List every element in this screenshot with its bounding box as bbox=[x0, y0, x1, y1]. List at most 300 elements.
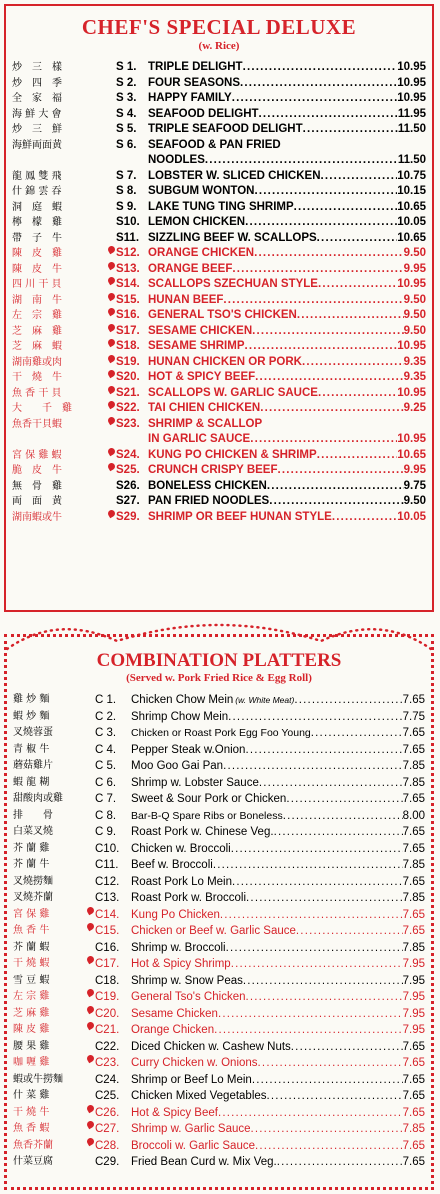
item-price: 7.65 bbox=[402, 826, 425, 838]
chinese-name: 蝦 龍 糊 bbox=[13, 776, 50, 788]
chinese-name: 炒 三 樣 bbox=[12, 62, 62, 73]
item-number: C23. bbox=[95, 1057, 120, 1069]
dot-leader bbox=[254, 184, 397, 200]
chili-pepper-icon bbox=[86, 1054, 96, 1064]
item-name: Shrimp w. Snow Peas bbox=[131, 974, 243, 987]
chinese-name: 叉燒芥蘭 bbox=[13, 892, 53, 903]
item-number: S26. bbox=[116, 479, 140, 492]
item-number: S19. bbox=[116, 355, 140, 368]
item-price: 7.95 bbox=[402, 974, 425, 987]
item-number: S 4. bbox=[116, 107, 137, 120]
item-price: 7.85 bbox=[402, 760, 425, 772]
item-name: HUNAN BEEF bbox=[148, 293, 224, 306]
chinese-name: 魚香芥蘭 bbox=[13, 1139, 53, 1151]
item-number: S 9. bbox=[116, 200, 137, 213]
item-number: C 9. bbox=[95, 826, 117, 838]
dot-leader bbox=[269, 494, 403, 510]
menu-item-row bbox=[13, 1039, 425, 1056]
item-price: 7.65 bbox=[402, 842, 425, 855]
menu-item-row bbox=[13, 1105, 425, 1122]
dot-leader bbox=[274, 824, 403, 841]
item-number: C13. bbox=[95, 892, 120, 904]
chinese-name: 什 菜 雞 bbox=[13, 1090, 50, 1101]
dot-leader bbox=[303, 122, 398, 138]
dot-leader bbox=[213, 857, 403, 874]
chili-pepper-icon bbox=[107, 369, 117, 379]
item-name: Shrimp w. Broccoli bbox=[131, 941, 226, 954]
menu-item-row bbox=[13, 874, 425, 891]
chinese-name: 大 千 雞 bbox=[12, 403, 72, 414]
chinese-name: 甜酸肉或雞 bbox=[13, 793, 63, 804]
chili-pepper-icon bbox=[86, 905, 96, 915]
item-price: 7.85 bbox=[402, 941, 425, 954]
item-name: CRUNCH CRISPY BEEF bbox=[148, 464, 278, 476]
dot-leader bbox=[332, 510, 397, 526]
item-number: S27. bbox=[116, 495, 140, 507]
chinese-name: 四 川 干 貝 bbox=[12, 279, 62, 290]
chinese-name: 芝 麻 蝦 bbox=[12, 341, 62, 352]
dot-leader bbox=[220, 907, 403, 924]
item-name: Orange Chicken bbox=[131, 1024, 215, 1036]
item-price: 9.35 bbox=[403, 371, 426, 383]
item-name: Roast Pork w. Chinese Veg. bbox=[131, 826, 274, 838]
chili-pepper-icon bbox=[86, 1120, 96, 1130]
menu-item-row bbox=[13, 1022, 425, 1039]
dot-leader bbox=[223, 293, 403, 309]
item-number: C 1. bbox=[95, 694, 117, 706]
item-name: SEAFOOD DELIGHT bbox=[148, 107, 259, 120]
item-name: HOT & SPICY BEEF bbox=[148, 371, 256, 383]
menu-item-row bbox=[13, 1138, 425, 1155]
item-number: C 6. bbox=[95, 776, 117, 789]
item-name: ORANGE CHICKEN bbox=[148, 247, 255, 259]
item-name: Diced Chicken w. Cashew Nuts bbox=[131, 1040, 291, 1053]
item-number: C24. bbox=[95, 1073, 120, 1086]
item-price: 10.75 bbox=[397, 169, 426, 182]
chili-pepper-icon bbox=[107, 446, 117, 456]
item-name: SUBGUM WONTON bbox=[148, 185, 255, 197]
item-price: 9.50 bbox=[403, 293, 426, 306]
item-name: Pepper Steak w.Onion bbox=[131, 743, 246, 756]
menu-item-row bbox=[13, 1088, 425, 1105]
item-price: 9.50 bbox=[403, 309, 426, 321]
chinese-name: 両 面 黄 bbox=[12, 496, 62, 507]
chinese-name: 咖 喱 雞 bbox=[13, 1057, 50, 1068]
menu-item-row bbox=[12, 277, 426, 293]
item-number: C10. bbox=[95, 842, 120, 855]
menu-item-row bbox=[13, 940, 425, 957]
menu-list bbox=[13, 692, 425, 1171]
chili-pepper-icon bbox=[86, 1136, 96, 1146]
menu-item-row bbox=[12, 107, 426, 123]
item-price: 10.95 bbox=[397, 61, 426, 73]
item-price: 10.95 bbox=[397, 92, 426, 104]
dot-leader bbox=[321, 169, 398, 185]
combination-platters-panel bbox=[4, 634, 434, 1190]
item-price: 10.95 bbox=[397, 340, 426, 352]
item-number: C12. bbox=[95, 875, 120, 888]
item-name: GENERAL TSO'S CHICKEN bbox=[148, 309, 297, 321]
chinese-name: 湖南蝦或牛 bbox=[12, 511, 62, 523]
dot-leader bbox=[302, 355, 404, 371]
item-price: 11.50 bbox=[397, 123, 426, 135]
chili-pepper-icon bbox=[107, 462, 117, 472]
dot-leader bbox=[254, 246, 404, 262]
menu-item-row bbox=[13, 1154, 425, 1171]
item-name: Shrimp w. Lobster Sauce bbox=[131, 776, 259, 789]
chinese-name: 炒 四 季 bbox=[12, 77, 62, 89]
chili-pepper-icon bbox=[107, 245, 117, 255]
section-title: COMBINATION PLATTERS bbox=[96, 650, 342, 671]
chinese-name: 炒 三 鮮 bbox=[12, 124, 62, 135]
item-price: 7.85 bbox=[402, 1123, 425, 1135]
chili-pepper-icon bbox=[86, 955, 96, 965]
chinese-name: 無 骨 雞 bbox=[12, 480, 62, 492]
item-name: Hot & Spicy Shrimp bbox=[131, 958, 231, 970]
chinese-name: 蝦 炒 麵 bbox=[13, 710, 50, 722]
item-number: S12. bbox=[116, 247, 140, 259]
item-name: TRIPLE SEAFOOD DELIGHT bbox=[148, 123, 303, 135]
item-price: 7.65 bbox=[402, 793, 425, 805]
dot-leader bbox=[311, 725, 403, 742]
item-name: SHRIMP OR BEEF HUNAN STYLE bbox=[148, 510, 332, 523]
chinese-name: 海 鮮 大 會 bbox=[12, 108, 62, 120]
menu-item-row bbox=[12, 401, 426, 417]
menu-item-row bbox=[12, 60, 426, 76]
menu-item-row bbox=[13, 791, 425, 808]
menu-item-row bbox=[13, 725, 425, 742]
chinese-name: 干 燒 蝦 bbox=[13, 958, 50, 969]
item-price: 9.75 bbox=[403, 479, 426, 492]
item-price: 7.65 bbox=[402, 875, 425, 888]
menu-item-row bbox=[13, 1121, 425, 1138]
menu-item-row bbox=[12, 479, 426, 495]
chinese-name: 湖 南 牛 bbox=[12, 294, 62, 306]
menu-item-row bbox=[12, 231, 426, 247]
menu-item-row bbox=[13, 1006, 425, 1023]
item-price: 7.65 bbox=[402, 1073, 425, 1086]
menu-item-row bbox=[12, 76, 426, 92]
chili-pepper-icon bbox=[107, 508, 117, 518]
chili-pepper-icon bbox=[86, 1004, 96, 1014]
dot-leader bbox=[259, 775, 403, 792]
item-price: 7.65 bbox=[402, 1090, 425, 1102]
dot-leader bbox=[317, 448, 398, 464]
item-name: LOBSTER W. SLICED CHICKEN bbox=[148, 169, 321, 182]
dot-leader bbox=[267, 1088, 403, 1105]
menu-item-row bbox=[13, 956, 425, 973]
menu-item-row bbox=[13, 923, 425, 940]
item-price: 7.65 bbox=[402, 1057, 425, 1069]
chinese-name: 芝 麻 雞 bbox=[13, 1007, 50, 1019]
item-number: C 8. bbox=[95, 809, 117, 822]
item-note: (w. White Meat) bbox=[235, 695, 295, 705]
dot-leader bbox=[258, 1055, 403, 1072]
chili-pepper-icon bbox=[107, 322, 117, 332]
item-name: Beef w. Broccoli bbox=[131, 859, 213, 871]
dot-leader bbox=[231, 956, 403, 973]
item-number: C29. bbox=[95, 1156, 120, 1168]
item-name: HAPPY FAMILY bbox=[148, 92, 232, 104]
item-price: 10.95 bbox=[397, 433, 426, 445]
item-number: C17. bbox=[95, 958, 120, 970]
chinese-name: 宮 保 雞 bbox=[13, 908, 50, 920]
item-number: S13. bbox=[116, 262, 140, 275]
dot-leader bbox=[245, 742, 402, 759]
dot-leader bbox=[205, 153, 398, 169]
item-name: ORANGE BEEF bbox=[148, 262, 233, 275]
item-price: 7.65 bbox=[402, 1139, 425, 1152]
item-number: C28. bbox=[95, 1139, 120, 1152]
menu-item-row bbox=[12, 448, 426, 464]
dot-leader bbox=[232, 874, 403, 891]
menu-item-row bbox=[13, 692, 425, 709]
item-number: C14. bbox=[95, 908, 120, 921]
chili-pepper-icon bbox=[107, 415, 117, 425]
item-price: 10.15 bbox=[397, 185, 426, 197]
item-name: Chicken Mixed Vegetables bbox=[131, 1090, 267, 1102]
item-number: C20. bbox=[95, 1007, 120, 1020]
item-number: S24. bbox=[116, 448, 140, 461]
item-price: 9.25 bbox=[403, 402, 426, 414]
item-name: PAN FRIED NOODLES bbox=[148, 495, 270, 507]
item-name: SCALLOPS W. GARLIC SAUCE bbox=[148, 386, 318, 399]
chinese-name: 白菜叉燒 bbox=[13, 826, 53, 837]
chinese-name: 腰 果 雞 bbox=[13, 1040, 50, 1052]
item-number: C22. bbox=[95, 1040, 120, 1053]
dot-leader bbox=[255, 1138, 403, 1155]
item-price: 10.65 bbox=[397, 448, 426, 461]
item-price: 7.75 bbox=[402, 710, 425, 723]
item-price: 10.95 bbox=[397, 76, 426, 89]
item-price: 7.65 bbox=[402, 925, 425, 937]
item-price: 9.50 bbox=[403, 495, 426, 507]
item-name: Broccoli w. Garlic Sauce bbox=[131, 1139, 255, 1152]
menu-item-row bbox=[12, 246, 426, 262]
menu-item-row bbox=[13, 890, 425, 907]
item-price: 11.95 bbox=[397, 107, 426, 120]
item-number: C 7. bbox=[95, 793, 117, 805]
item-number: S 3. bbox=[116, 92, 137, 104]
chinese-name: 魚 香 干 貝 bbox=[12, 387, 62, 399]
item-price: 10.65 bbox=[397, 200, 426, 213]
chili-pepper-icon bbox=[107, 260, 117, 270]
item-name: Roast Pork Lo Mein bbox=[131, 875, 232, 888]
item-name: Chicken or Roast Pork Egg Foo Young bbox=[131, 727, 311, 739]
menu-item-row bbox=[13, 989, 425, 1006]
menu-item-row bbox=[12, 122, 426, 138]
chili-pepper-icon bbox=[107, 291, 117, 301]
dot-leader bbox=[294, 692, 402, 709]
menu-item-row bbox=[13, 973, 425, 990]
dot-leader bbox=[255, 370, 403, 386]
item-name: Chicken or Beef w. Garlic Sauce bbox=[131, 925, 296, 937]
dot-leader bbox=[223, 758, 403, 775]
chinese-name: 龍 鳳 雙 飛 bbox=[12, 170, 62, 182]
dot-leader bbox=[226, 940, 403, 957]
menu-item-row bbox=[13, 758, 425, 775]
item-number: C 4. bbox=[95, 743, 117, 756]
chinese-name: 芥 蘭 蝦 bbox=[13, 941, 50, 953]
dot-leader bbox=[278, 463, 404, 479]
item-name: SHRIMP & SCALLOP bbox=[148, 417, 263, 430]
dot-leader bbox=[317, 231, 398, 247]
dot-leader bbox=[259, 107, 398, 123]
item-name: General Tso's Chicken bbox=[131, 991, 246, 1003]
item-number: C16. bbox=[95, 941, 120, 954]
item-number: C18. bbox=[95, 974, 120, 987]
chili-pepper-icon bbox=[86, 988, 96, 998]
item-price: 7.85 bbox=[402, 859, 425, 871]
item-name: Chicken Chow Mein bbox=[131, 694, 234, 706]
menu-item-row bbox=[12, 184, 426, 200]
item-number: S 7. bbox=[116, 169, 137, 182]
section-title: CHEF'S SPECIAL DELUXE bbox=[81, 15, 357, 39]
dot-leader bbox=[218, 1105, 403, 1122]
chili-pepper-icon bbox=[107, 384, 117, 394]
item-number: C21. bbox=[95, 1024, 120, 1036]
dot-leader bbox=[250, 432, 397, 448]
chinese-name: 陳 皮 雞 bbox=[13, 1024, 50, 1035]
item-name: Sesame Chicken bbox=[131, 1007, 218, 1020]
menu-item-row bbox=[12, 494, 426, 510]
menu-item-row bbox=[13, 742, 425, 759]
chili-pepper-icon bbox=[107, 353, 117, 363]
chinese-name: 蘑菇雞片 bbox=[13, 760, 53, 771]
item-price: 7.95 bbox=[402, 958, 425, 970]
dot-leader bbox=[243, 60, 398, 76]
item-price: 7.65 bbox=[402, 743, 425, 756]
dot-leader bbox=[260, 401, 403, 417]
item-number: S18. bbox=[116, 340, 140, 352]
item-name: SIZZLING BEEF W. SCALLOPS bbox=[148, 231, 317, 244]
item-name: Hot & Spicy Beef bbox=[131, 1106, 218, 1119]
dot-leader bbox=[318, 386, 397, 402]
dot-leader bbox=[251, 1121, 403, 1138]
chili-pepper-icon bbox=[107, 276, 117, 286]
item-number: C19. bbox=[95, 991, 120, 1003]
chinese-name: 宮 保 雞 蝦 bbox=[12, 449, 62, 461]
item-name-line2: NOODLES bbox=[148, 154, 205, 166]
item-number: C11. bbox=[95, 859, 119, 871]
item-number: S 1. bbox=[116, 61, 137, 73]
item-price: 10.65 bbox=[397, 231, 426, 244]
chinese-name: 魚香干貝蝦 bbox=[12, 418, 62, 430]
item-price: 7.65 bbox=[402, 1156, 425, 1168]
item-number: C26. bbox=[95, 1106, 120, 1119]
dot-leader bbox=[228, 709, 402, 726]
item-price: 7.65 bbox=[402, 727, 425, 739]
dot-leader bbox=[214, 1022, 403, 1039]
menu-item-row bbox=[13, 1055, 425, 1072]
menu-item-row bbox=[12, 293, 426, 309]
chinese-name: 陳 皮 牛 bbox=[12, 263, 62, 275]
menu-item-row bbox=[12, 386, 426, 402]
dot-leader bbox=[296, 923, 403, 940]
menu-item-row bbox=[13, 907, 425, 924]
chili-pepper-icon bbox=[86, 1021, 96, 1031]
item-name: Curry Chicken w. Onions bbox=[131, 1057, 258, 1069]
chinese-name: 陳 皮 雞 bbox=[12, 248, 62, 259]
chinese-name: 芝 麻 雞 bbox=[12, 325, 62, 337]
item-price: 7.65 bbox=[402, 1106, 425, 1119]
item-price: 7.95 bbox=[402, 1007, 425, 1020]
menu-list bbox=[12, 60, 426, 525]
item-number: S 8. bbox=[116, 185, 137, 197]
chinese-name: 海鮮両面黄 bbox=[12, 139, 62, 151]
item-name: Shrimp w. Garlic Sauce bbox=[131, 1123, 251, 1135]
item-number: S17. bbox=[116, 324, 140, 337]
dot-leader bbox=[297, 308, 404, 324]
chinese-name: 左 宗 雞 bbox=[13, 991, 50, 1002]
chinese-name: 魚 香 蝦 bbox=[13, 1123, 50, 1134]
chinese-name: 脆 皮 牛 bbox=[12, 465, 62, 476]
chinese-name: 洞 庭 蝦 bbox=[12, 201, 62, 213]
item-number: C15. bbox=[95, 925, 120, 937]
item-price: 10.95 bbox=[397, 278, 426, 290]
chinese-name: 雪 豆 蝦 bbox=[13, 974, 50, 986]
dot-leader bbox=[240, 76, 397, 92]
item-price: 7.85 bbox=[402, 892, 425, 904]
item-number: S11. bbox=[116, 231, 140, 244]
chinese-name: 檸 檬 雞 bbox=[12, 217, 62, 228]
menu-item-row bbox=[12, 138, 426, 169]
menu-item-row bbox=[12, 215, 426, 231]
dot-leader bbox=[232, 262, 403, 278]
chinese-name: 湖南雞或肉 bbox=[12, 356, 62, 368]
dot-leader bbox=[318, 277, 397, 293]
item-number: S 5. bbox=[116, 123, 137, 135]
item-price: 9.50 bbox=[403, 324, 426, 337]
item-price: 7.95 bbox=[402, 1024, 425, 1036]
menu-item-row bbox=[13, 709, 425, 726]
item-number: C27. bbox=[95, 1123, 120, 1135]
menu-item-row bbox=[12, 355, 426, 371]
item-price: 7.85 bbox=[402, 776, 425, 789]
item-number: S 2. bbox=[116, 76, 137, 89]
dot-leader bbox=[245, 215, 397, 231]
dot-leader bbox=[252, 1072, 403, 1089]
chili-pepper-icon bbox=[107, 400, 117, 410]
item-number: C25. bbox=[95, 1090, 120, 1102]
item-number: S14. bbox=[116, 278, 140, 290]
item-name: Roast Pork w. Broccoli bbox=[131, 892, 247, 904]
menu-item-row bbox=[13, 1072, 425, 1089]
item-price: 7.65 bbox=[402, 1040, 425, 1053]
dot-leader bbox=[252, 324, 403, 340]
chinese-name: 帶 子 牛 bbox=[12, 232, 62, 244]
item-name: SESAME SHRIMP bbox=[148, 340, 245, 352]
menu-item-row bbox=[13, 841, 425, 858]
menu-item-row bbox=[12, 169, 426, 185]
dot-leader bbox=[232, 91, 398, 107]
item-name: Kung Po Chicken bbox=[131, 908, 220, 921]
item-price: 7.65 bbox=[402, 694, 425, 706]
chinese-name: 青 椒 牛 bbox=[13, 743, 50, 755]
item-price: 11.50 bbox=[397, 154, 426, 166]
item-number: S21. bbox=[116, 386, 140, 399]
chinese-name: 全 家 福 bbox=[12, 93, 62, 104]
item-name: FOUR SEASONS bbox=[148, 76, 241, 89]
chinese-name: 排 骨 bbox=[13, 809, 53, 821]
dot-leader bbox=[277, 1154, 403, 1171]
section-subtitle: (Served w. Pork Fried Rice & Egg Roll) bbox=[126, 672, 312, 684]
chinese-name: 芥 蘭 牛 bbox=[13, 859, 50, 870]
item-price: 9.35 bbox=[403, 355, 426, 368]
menu-item-row bbox=[12, 262, 426, 278]
chinese-name: 蝦或牛撈麵 bbox=[13, 1073, 63, 1085]
decorative-arch bbox=[7, 619, 431, 659]
